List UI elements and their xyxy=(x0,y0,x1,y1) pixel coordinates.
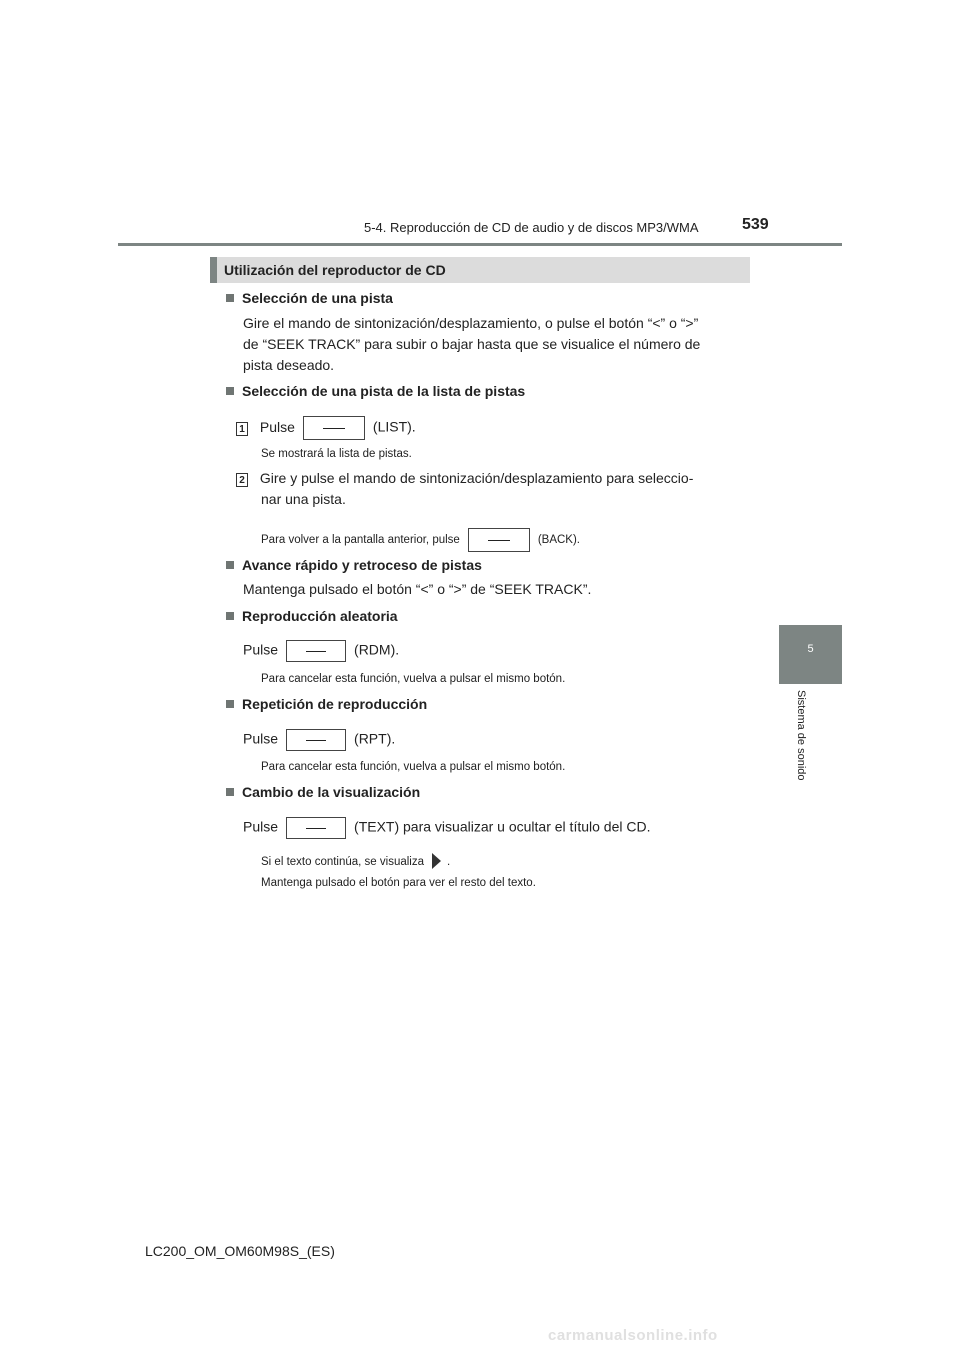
right-arrow-icon xyxy=(432,853,441,869)
step-2-note: Para volver a la pantalla anterior, pulse (BACK). xyxy=(261,528,580,552)
header-rule xyxy=(118,243,842,246)
page-number: 539 xyxy=(742,216,769,233)
paragraph-repeticion: Pulse (RPT). xyxy=(243,729,395,751)
paragraph-avance-rapido: Mantenga pulsado el botón “<” o “>” de “SEEK TRACK”. xyxy=(243,581,592,597)
step-number: 2 xyxy=(236,473,248,487)
step-2: 2 Gire y pulse el mando de sintonización/desplazamiento para seleccio- xyxy=(236,470,693,487)
square-bullet-icon xyxy=(226,561,234,569)
square-bullet-icon xyxy=(226,387,234,395)
square-bullet-icon xyxy=(226,294,234,302)
note-visualizacion-2: Mantenga pulsado el botón para ver el resto del texto. xyxy=(261,877,536,889)
paragraph-aleatoria: Pulse (RDM). xyxy=(243,640,399,662)
square-bullet-icon xyxy=(226,788,234,796)
document-code: LC200_OM_OM60M98S_(ES) xyxy=(145,1243,335,1259)
text-button-icon xyxy=(286,817,346,839)
step-number: 1 xyxy=(236,422,248,436)
paragraph-visualizacion: Pulse (TEXT) para visualizar u ocultar el título del CD. xyxy=(243,817,650,839)
chapter-tab xyxy=(779,625,842,684)
paragraph-seleccion-pista: Gire el mando de sintonización/desplazamiento, o pulse el botón “<” o “>” de “SEEK TRACK” para subir o bajar hasta que se visualice el número de pista deseado. xyxy=(243,315,701,373)
heading-aleatoria: Reproducción aleatoria xyxy=(226,608,398,624)
watermark: carmanualsonline.info xyxy=(548,1327,718,1344)
chapter-number: 5 xyxy=(807,643,814,655)
running-header: 5-4. Reproducción de CD de audio y de discos MP3/WMA xyxy=(364,220,699,235)
note-repeticion: Para cancelar esta función, vuelva a pulsar el mismo botón. xyxy=(261,761,566,773)
chapter-title: Sistema de sonido xyxy=(795,690,807,781)
step-2-line-2: nar una pista. xyxy=(261,491,346,507)
heading-repeticion: Repetición de reproducción xyxy=(226,696,427,712)
section-title: Utilización del reproductor de CD xyxy=(224,262,446,278)
note-visualizacion-1: Si el texto continúa, se visualiza . xyxy=(261,853,450,869)
square-bullet-icon xyxy=(226,700,234,708)
rpt-button-icon xyxy=(286,729,346,751)
back-button-icon xyxy=(468,528,530,552)
list-button-icon xyxy=(303,416,365,440)
rdm-button-icon xyxy=(286,640,346,662)
step-1-note: Se mostrará la lista de pistas. xyxy=(261,448,412,460)
heading-seleccion-pista: Selección de una pista xyxy=(226,290,393,306)
heading-seleccion-lista: Selección de una pista de la lista de pistas xyxy=(226,383,525,399)
step-1: 1 Pulse (LIST). xyxy=(236,416,416,440)
note-aleatoria: Para cancelar esta función, vuelva a pulsar el mismo botón. xyxy=(261,673,566,685)
heading-avance-rapido: Avance rápido y retroceso de pistas xyxy=(226,557,482,573)
heading-visualizacion: Cambio de la visualización xyxy=(226,784,420,800)
square-bullet-icon xyxy=(226,612,234,620)
